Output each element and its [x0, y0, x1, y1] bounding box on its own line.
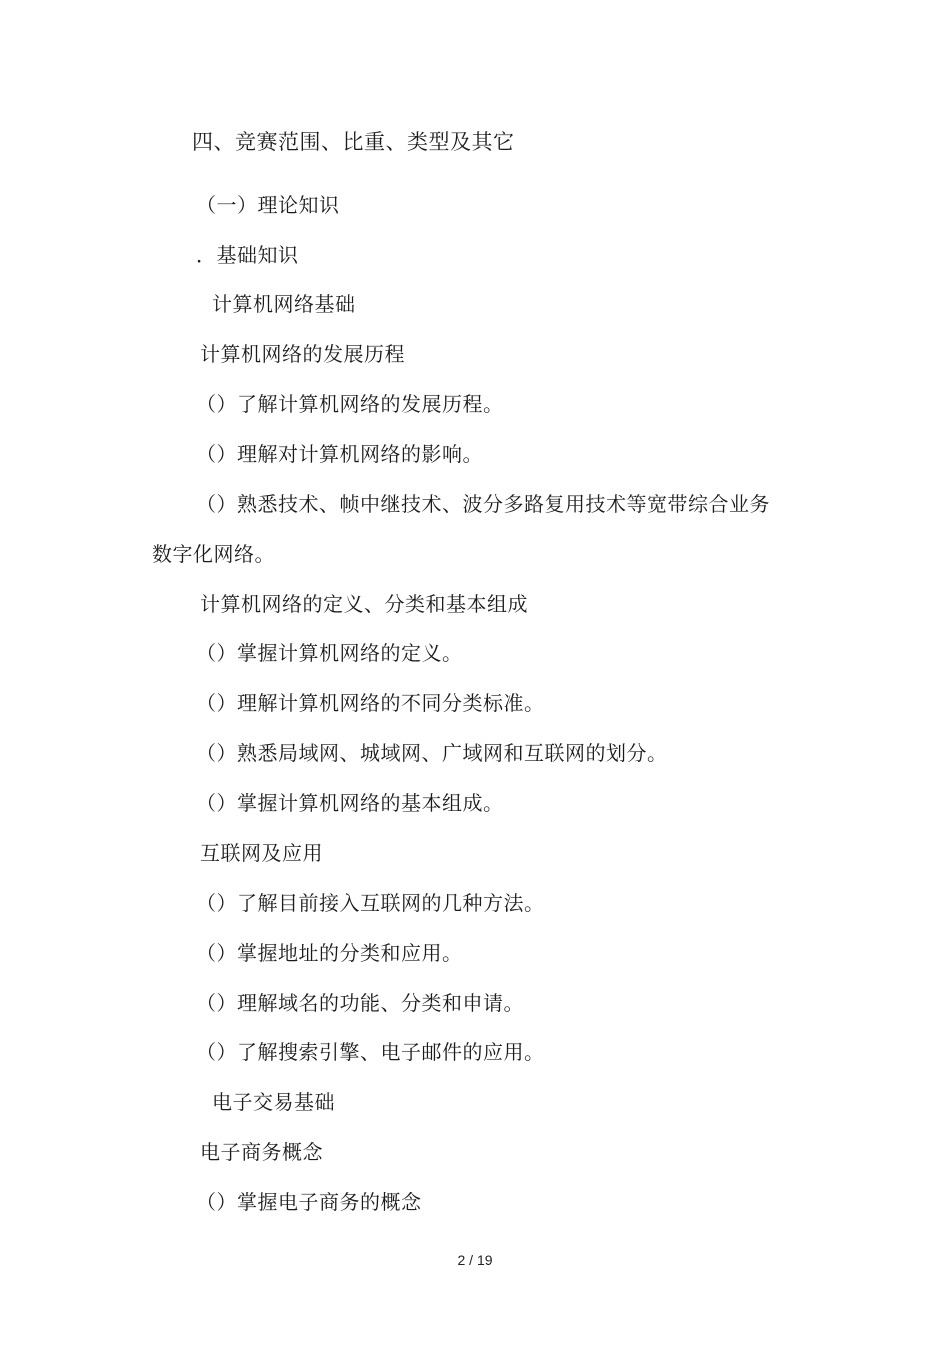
text-line: 电子交易基础	[212, 1090, 335, 1114]
text-line: （）理解计算机网络的不同分类标准。	[196, 691, 545, 715]
page-number: 2 / 19	[457, 1252, 493, 1268]
text-line: （）了解搜索引擎、电子邮件的应用。	[196, 1040, 545, 1064]
text-line: 电子商务概念	[200, 1140, 323, 1164]
text-line: （）熟悉技术、帧中继技术、波分多路复用技术等宽带综合业务	[196, 492, 770, 516]
text-line: ．基础知识	[196, 243, 299, 267]
text-line: （）掌握计算机网络的基本组成。	[196, 791, 504, 815]
text-line: （）熟悉局域网、城域网、广域网和互联网的划分。	[196, 741, 668, 765]
text-line: （）掌握计算机网络的定义。	[196, 641, 463, 665]
text-line: （）理解域名的功能、分类和申请。	[196, 991, 524, 1015]
text-line: 计算机网络基础	[212, 292, 356, 316]
text-line: 数字化网络。	[152, 542, 275, 566]
text-line: （）掌握地址的分类和应用。	[196, 941, 463, 965]
text-line: （）了解目前接入互联网的几种方法。	[196, 891, 545, 915]
text-line: 计算机网络的定义、分类和基本组成	[200, 592, 528, 616]
text-line: 计算机网络的发展历程	[200, 342, 405, 366]
text-line: （）理解对计算机网络的影响。	[196, 442, 483, 466]
text-line: （）了解计算机网络的发展历程。	[196, 392, 504, 416]
section-title: 四、竞赛范围、比重、类型及其它	[192, 130, 515, 154]
text-line: （）掌握电子商务的概念	[196, 1190, 422, 1214]
subsection-title: （一）理论知识	[196, 193, 340, 217]
text-line: 互联网及应用	[200, 841, 323, 865]
